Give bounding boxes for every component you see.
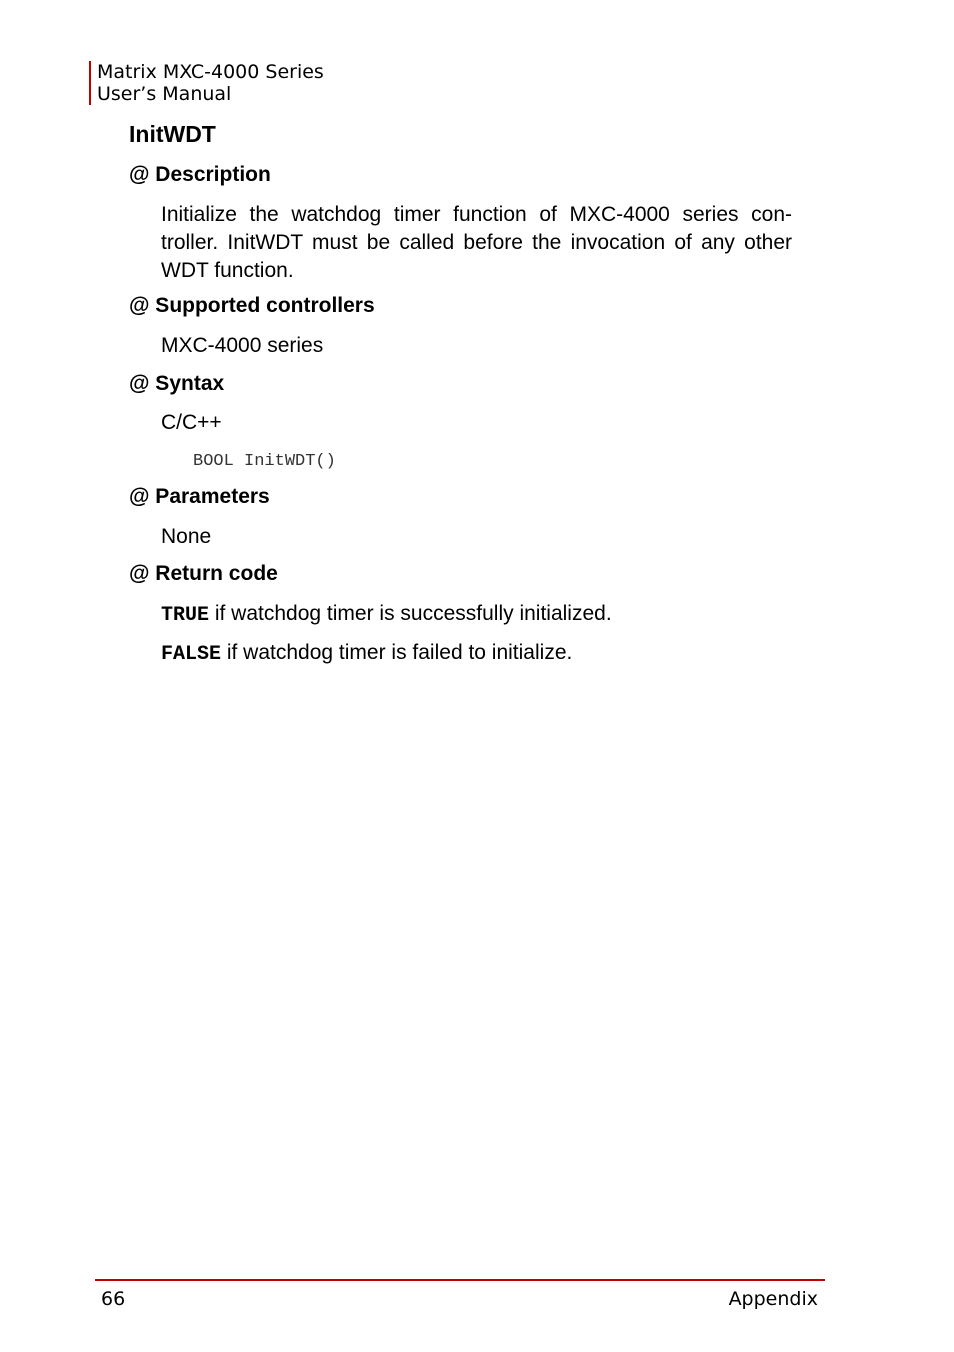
false-description: if watchdog timer is failed to initialize. [221,641,573,664]
true-description: if watchdog timer is successfully initialized. [209,602,612,625]
syntax-code: BOOL InitWDT() [193,452,336,471]
syntax-heading: @ Syntax [129,372,225,395]
header-product: Matrix MXC-4000 Series [97,61,324,83]
supported-controllers-text: MXC-4000 series [161,334,324,357]
description-text: Initialize the watchdog timer function of MXC-4000 series con-troller. InitWDT must be called before the invocation of any other WDT function. [161,203,792,282]
supported-controllers-heading: @ Supported controllers [129,294,375,317]
return-code-true [161,600,612,630]
footer-divider [95,1279,825,1281]
parameters-heading: @ Parameters [129,485,270,508]
true-keyword: TRUE [161,604,210,627]
parameters-text: None [161,525,212,548]
page-number: 66 [101,1288,126,1310]
false-keyword: FALSE [161,643,222,666]
function-title: InitWDT [129,121,216,147]
syntax-language: C/C++ [161,411,222,434]
footer-section: Appendix [728,1288,818,1310]
description-heading: @ Description [129,163,271,186]
running-header [89,61,324,105]
header-doc-type: User’s Manual [97,83,232,105]
return-code-false [161,639,572,669]
return-code-heading: @ Return code [129,562,278,585]
